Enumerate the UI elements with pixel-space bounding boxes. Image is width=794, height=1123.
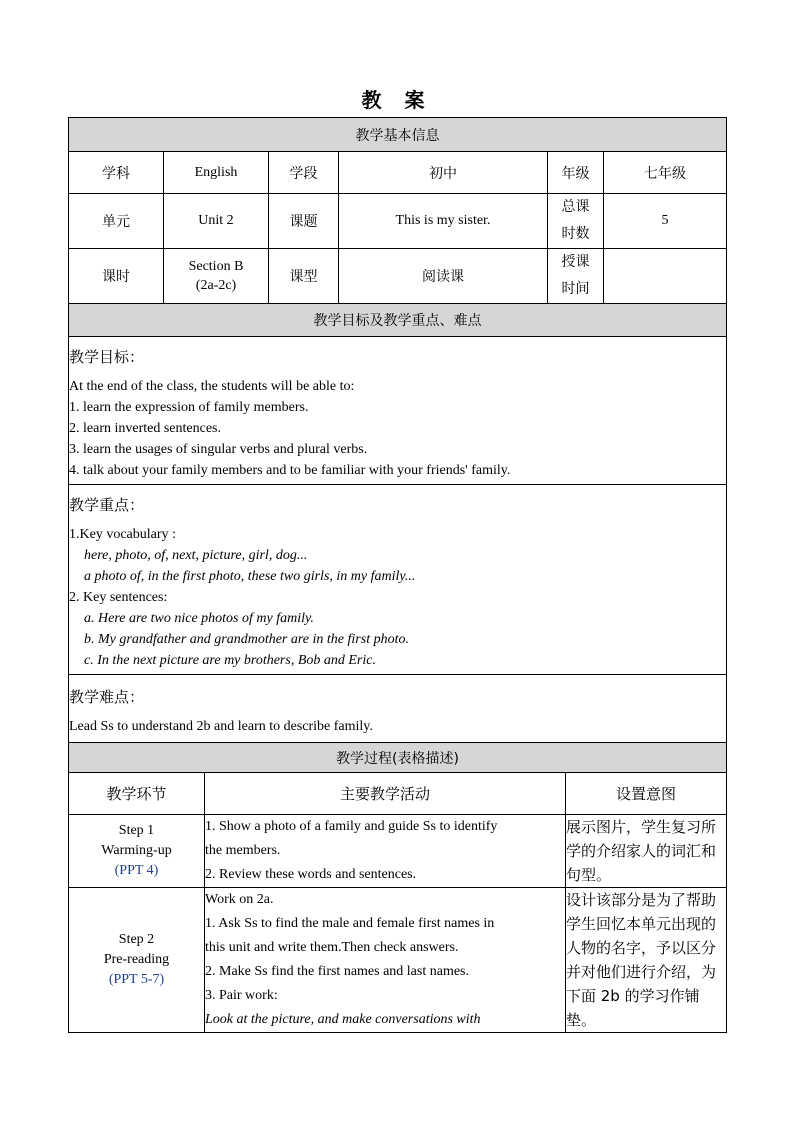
stage-label: 学段 [269, 152, 339, 194]
key-points-title: 教学重点： [69, 495, 145, 514]
step-cell: Step 1 Warming-up (PPT 4) [69, 815, 205, 888]
teaching-time-label: 授课 时间 [548, 249, 604, 304]
period-label: 课时 [69, 249, 164, 304]
teaching-time-value [604, 249, 727, 304]
column-header-activity: 主要教学活动 [205, 773, 566, 815]
vocabulary-label: 1.Key vocabulary : [69, 526, 176, 542]
goal-line: 2. learn inverted sentences. [69, 420, 221, 436]
activity-cell: 1. Show a photo of a family and guide Ss to identify the members. 2. Review these words and sentences. [205, 815, 566, 888]
table-row [69, 888, 727, 1033]
type-value: 阅读课 [339, 249, 548, 304]
intent-cell: 设计该部分是为了帮助学生回忆本单元出现的人物的名字，予以区分并对他们进行介绍，为下面 2b 的学习作铺垫。 [566, 888, 727, 1033]
goal-line: 4. talk about your family members and to be familiar with your friends' family. [69, 462, 511, 478]
basic-info-header: 教学基本信息 [69, 118, 727, 152]
unit-value: Unit 2 [164, 194, 269, 249]
goal-line: 3. learn the usages of singular verbs and plural verbs. [69, 441, 368, 457]
key-sentence-a: a. Here are two nice photos of my family. [84, 610, 314, 626]
step-cell: Step 2 Pre-reading (PPT 5-7) [69, 888, 205, 1033]
column-header-intent: 设置意图 [566, 773, 727, 815]
objectives-header: 教学目标及教学重点、难点 [69, 304, 727, 337]
key-points-section [69, 485, 727, 675]
goal-line: 1. learn the expression of family members. [69, 399, 309, 415]
goals-title: 教学目标： [69, 347, 145, 366]
activity-cell: Work on 2a. 1. Ask Ss to find the male and female first names in this unit and write them.Then check answers. 2. Make Ss find the first names and last names. 3. Pair work: Look at the picture, and make conversations with [205, 888, 566, 1033]
difficulties-section [69, 675, 727, 743]
vocabulary-words: here, photo, of, next, picture, girl, dog... [84, 547, 308, 563]
teaching-goals-section [69, 337, 727, 485]
lesson-plan-table [68, 117, 727, 773]
total-periods-label: 总课 时数 [548, 194, 604, 249]
subject-value: English [164, 152, 269, 194]
period-value: Section B (2a-2c) [164, 249, 269, 304]
total-periods-value: 5 [604, 194, 727, 249]
process-table [68, 772, 727, 1033]
key-sentence-b: b. My grandfather and grandmother are in the first photo. [84, 631, 409, 647]
key-sentence-c: c. In the next picture are my brothers, Bob and Eric. [84, 652, 376, 668]
stage-value: 初中 [339, 152, 548, 194]
document-title: 教 案 [361, 88, 433, 112]
type-label: 课型 [269, 249, 339, 304]
process-header: 教学过程(表格描述) [69, 743, 727, 773]
sentences-label: 2. Key sentences: [69, 589, 168, 605]
topic-value: This is my sister. [339, 194, 548, 249]
intent-cell: 展示图片，学生复习所学的介绍家人的词汇和句型。 [566, 815, 727, 888]
unit-label: 单元 [69, 194, 164, 249]
difficulties-title: 教学难点： [69, 687, 145, 706]
vocabulary-phrases: a photo of, in the first photo, these two girls, in my family... [84, 568, 416, 584]
column-header-step: 教学环节 [69, 773, 205, 815]
grade-value: 七年级 [604, 152, 727, 194]
goal-line: At the end of the class, the students will be able to: [69, 378, 355, 394]
topic-label: 课题 [269, 194, 339, 249]
subject-label: 学科 [69, 152, 164, 194]
table-row [69, 815, 727, 888]
difficulties-text: Lead Ss to understand 2b and learn to describe family. [69, 718, 373, 734]
grade-label: 年级 [548, 152, 604, 194]
